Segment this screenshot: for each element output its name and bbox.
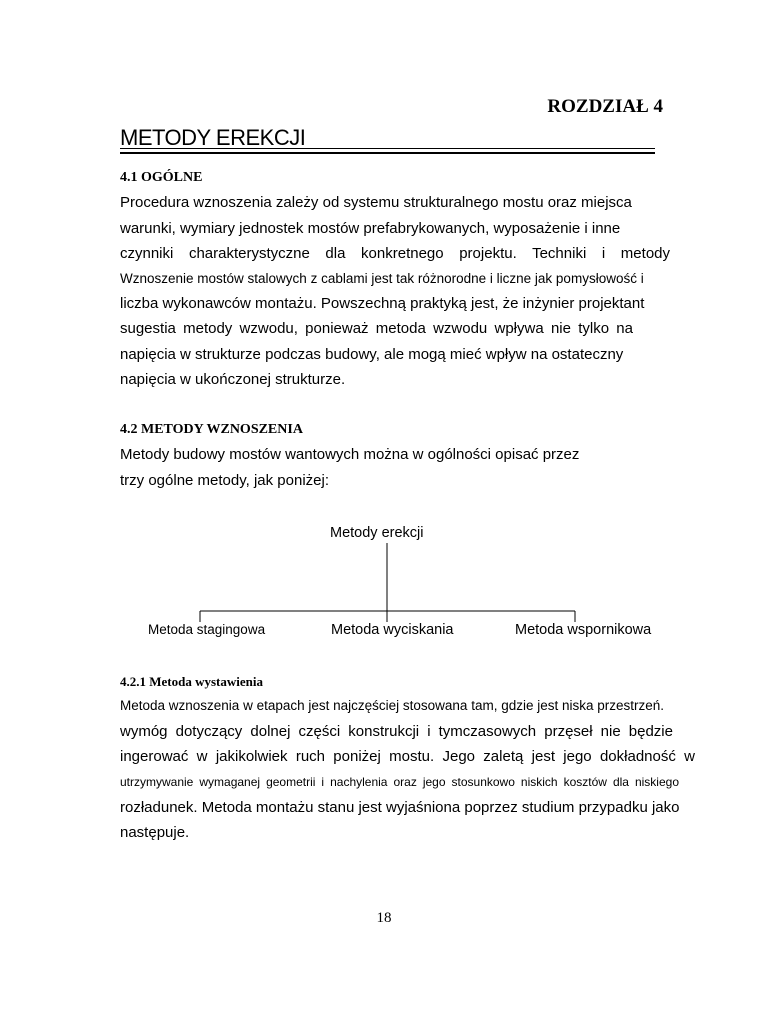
- paragraph-line: rozładunek. Metoda montażu stanu jest wyjaśniona poprzez studium przypadku jako: [120, 799, 680, 816]
- paragraph-line: liczba wykonawców montażu. Powszechną praktyką jest, że inżynier projektant: [120, 295, 645, 312]
- paragraph-line: czynniki charakterystyczne dla konkretnego projektu. Techniki i metody: [120, 245, 670, 262]
- paragraph-line: Metody budowy mostów wantowych można w ogólności opisać przez: [120, 446, 580, 463]
- chapter-title: METODY EREKCJI: [120, 125, 306, 150]
- page-number: 18: [376, 910, 392, 926]
- paragraph-line: napięcia w ukończonej strukturze.: [120, 371, 346, 388]
- diagram-node-staging: Metoda stagingowa: [148, 622, 266, 637]
- chapter-label: ROZDZIAŁ 4: [547, 96, 663, 117]
- paragraph-line: sugestia metody wzwodu, ponieważ metoda wzwodu wpływa nie tylko na: [120, 320, 633, 337]
- paragraph-line: wymóg dotyczący dolnej części konstrukcji i tymczasowych przęseł nie będzie: [120, 723, 673, 740]
- paragraph-line: utrzymywanie wymaganej geometrii i nachylenia oraz jego stosunkowo niskich kosztów dla niskiego: [120, 775, 679, 789]
- paragraph-line: napięcia w strukturze podczas budowy, ale mogą mieć wpływ na ostateczny: [120, 346, 624, 363]
- diagram-root-label: Metody erekcji: [330, 525, 424, 541]
- paragraph-line: Wznoszenie mostów stalowych z cablami jest tak różnorodne i liczne jak pomysłowość i: [120, 271, 644, 286]
- paragraph-line: trzy ogólne metody, jak poniżej:: [120, 472, 329, 489]
- paragraph-line: Procedura wznoszenia zależy od systemu strukturalnego mostu oraz miejsca: [120, 194, 632, 211]
- diagram-node-cantilever: Metoda wspornikowa: [515, 622, 652, 638]
- section-heading-4-1: 4.1 OGÓLNE: [120, 170, 203, 185]
- section-heading-4-2-1: 4.2.1 Metoda wystawienia: [120, 674, 263, 689]
- paragraph-line: ingerować w jakikolwiek ruch poniżej mostu. Jego zaletą jest jego dokładność w: [120, 748, 695, 765]
- paragraph-line: warunki, wymiary jednostek mostów prefabrykowanych, wyposażenie i inne: [120, 220, 621, 237]
- section-heading-4-2: 4.2 METODY WZNOSZENIA: [120, 422, 303, 437]
- diagram-node-launching: Metoda wyciskania: [331, 622, 454, 638]
- paragraph-line: następuje.: [120, 824, 190, 841]
- paragraph-line: Metoda wznoszenia w etapach jest najczęściej stosowana tam, gdzie jest niska przestrzeń.: [120, 698, 665, 713]
